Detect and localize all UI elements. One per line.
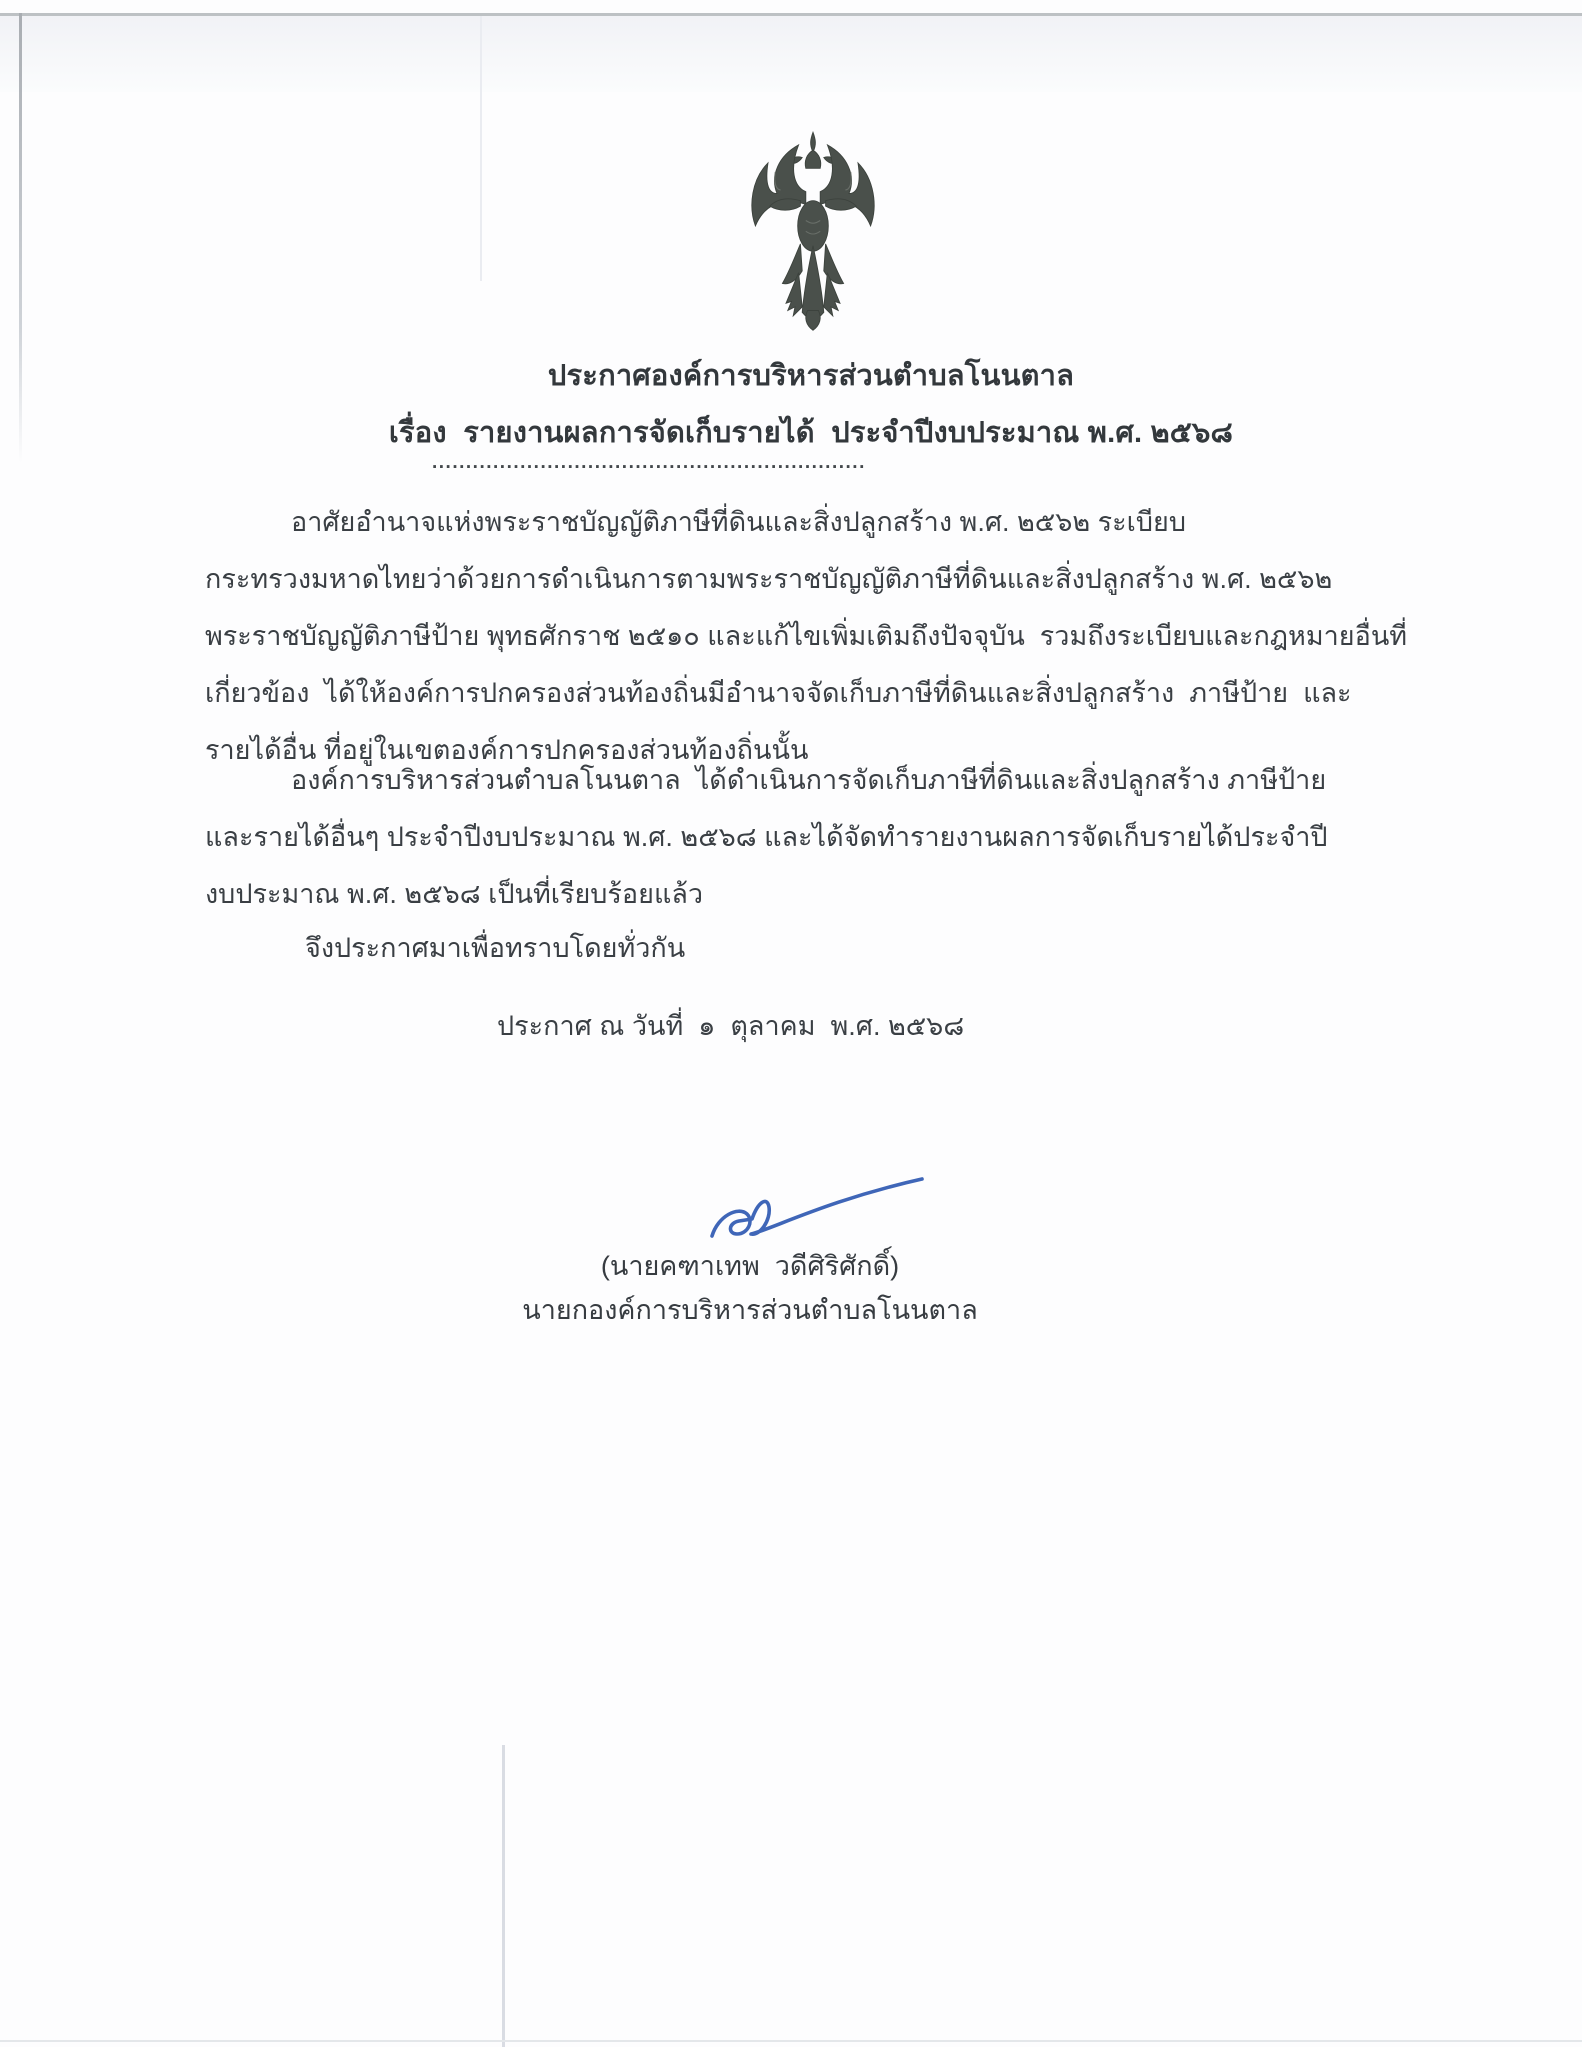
announcement-title: ประกาศองค์การบริหารส่วนตำบลโนนตาล xyxy=(547,360,1075,392)
closing-statement: จึงประกาศมาเพื่อทราบโดยทั่วกัน xyxy=(305,933,686,963)
body-paragraph-2 xyxy=(205,752,1445,923)
scan-fold-line-top xyxy=(480,16,482,281)
paragraph-line: และรายได้อื่นๆ ประจำปีงบประมาณ พ.ศ. ๒๕๖๘ และได้จัดทำรายงานผลการจัดเก็บรายได้ประจำปี xyxy=(205,822,1328,852)
scan-left-edge-line xyxy=(19,13,22,463)
scan-bottom-edge-line xyxy=(0,2040,1582,2042)
paragraph-line: รายได้อื่น ที่อยู่ในเขตองค์การปกครองส่วนท้องถิ่นนั้น xyxy=(205,735,809,765)
scan-fold-line-bottom xyxy=(502,1745,505,2047)
announcement-subject: เรื่อง รายงานผลการจัดเก็บรายได้ ประจำปีงบประมาณ พ.ศ. ๒๕๖๘ xyxy=(388,417,1234,449)
garuda-emblem-icon xyxy=(723,130,903,343)
announcement-date-line: ประกาศ ณ วันที่ ๑ ตุลาคม พ.ศ. ๒๕๖๘ xyxy=(497,1011,965,1041)
paragraph-line: งบประมาณ พ.ศ. ๒๕๖๘ เป็นที่เรียบร้อยแล้ว xyxy=(205,879,704,909)
paragraph-line: เกี่ยวข้อง ได้ให้องค์การปกครองส่วนท้องถิ่นมีอำนาจจัดเก็บภาษีที่ดินและสิ่งปลูกสร้าง ภาษีป้าย และ xyxy=(205,678,1352,708)
dotted-divider: ................................................................ xyxy=(432,452,866,473)
paragraph-line: อาศัยอำนาจแห่งพระราชบัญญัติภาษีที่ดินและสิ่งปลูกสร้าง พ.ศ. ๒๕๖๒ ระเบียบ xyxy=(291,507,1186,537)
paragraph-line: กระทรวงมหาดไทยว่าด้วยการดำเนินการตามพระราชบัญญัติภาษีที่ดินและสิ่งปลูกสร้าง พ.ศ. ๒๕๖๒ xyxy=(205,564,1333,594)
paragraph-line: องค์การบริหารส่วนตำบลโนนตาล ได้ดำเนินการจัดเก็บภาษีที่ดินและสิ่งปลูกสร้าง ภาษีป้าย xyxy=(291,765,1327,795)
body-paragraph-1 xyxy=(205,494,1445,779)
signatory-title: นายกองค์การบริหารส่วนตำบลโนนตาล xyxy=(522,1295,978,1325)
scan-top-shade-band xyxy=(0,16,1582,92)
paragraph-line: พระราชบัญญัติภาษีป้าย พุทธศักราช ๒๕๑๐ และแก้ไขเพิ่มเติมถึงปัจจุบัน รวมถึงระเบียบและกฎหมายอื่นที่ xyxy=(205,621,1408,651)
signatory-name: (นายคฑาเทพ วดีศิริศักดิ์) xyxy=(600,1251,900,1281)
